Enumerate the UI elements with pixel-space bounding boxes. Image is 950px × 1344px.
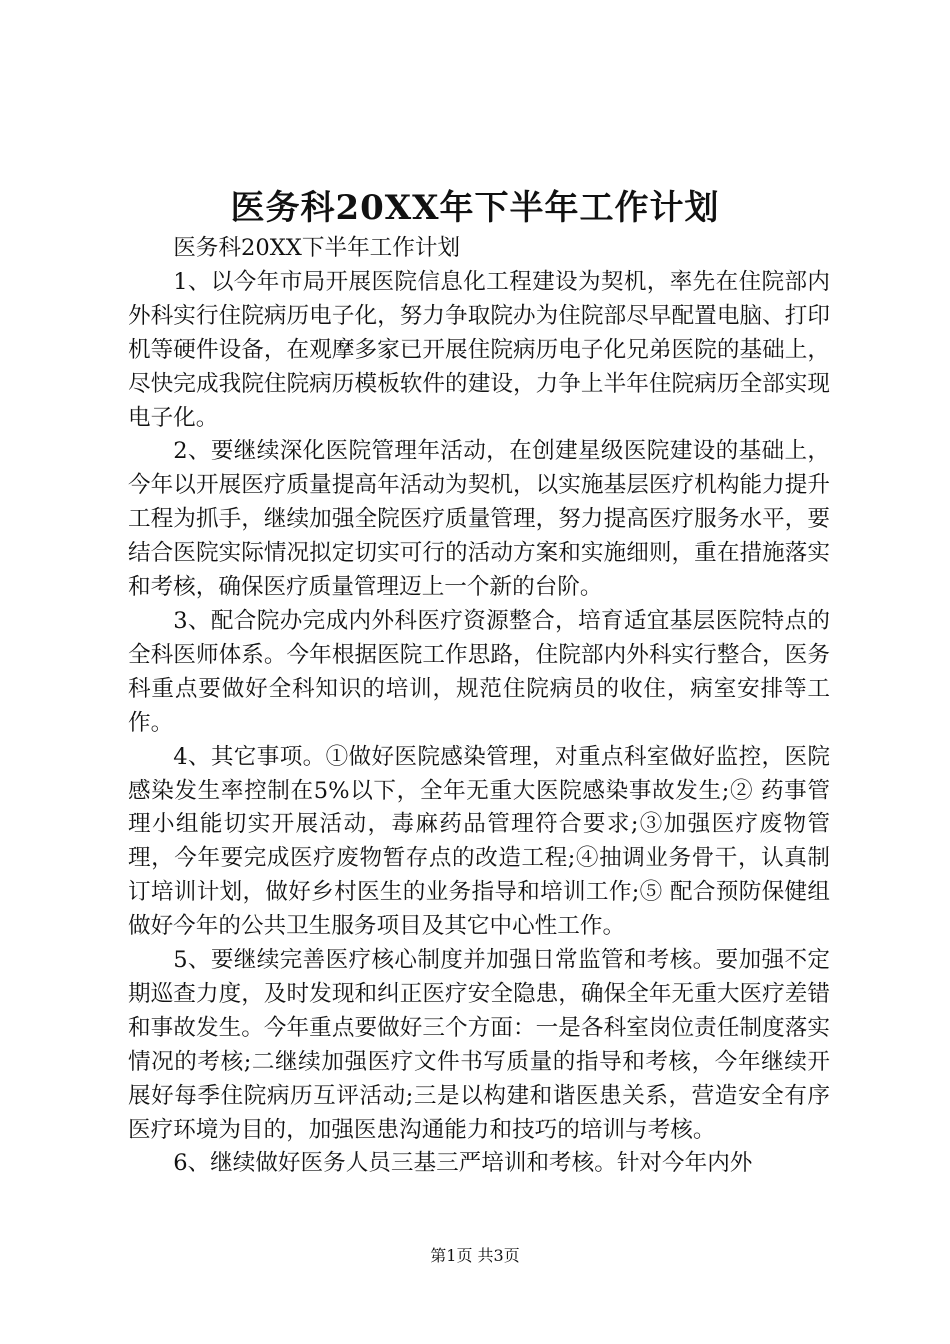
paragraph-6: 6、继续做好医务人员三基三严培训和考核。针对今年内外	[173, 1150, 753, 1177]
document-title: 医务科20XX年下半年工作计划	[230, 188, 720, 228]
page-footer: 第1页 共3页	[430, 1246, 520, 1265]
paragraph-3: 3、配合院办完成内外科医疗资源整合，培育适宜基层医院特点的全科医师体系。今年根据医院工作思路，住院部内外科实行整合，医务科重点要做好全科知识的培训，规范住院病员的收住，病室安排等工作。	[128, 607, 830, 736]
paragraph-5: 5、要继续完善医疗核心制度并加强日常监管和考核。要加强不定期巡查力度，及时发现和纠正医疗安全隐患，确保全年无重大医疗差错和事故发生。今年重点要做好三个方面：一是各科室岗位责任制度落实情况的考核;二继续加强医疗文件书写质量的指导和考核，今年继续开展好每季住院病历互评活动;三是以构建和谐医患关系，营造安全有序医疗环境为目的，加强医患沟通能力和技巧的培训与考核。	[128, 947, 830, 1143]
subtitle-line: 医务科20XX下半年工作计划	[173, 235, 461, 261]
paragraph-4: 4、其它事项。①做好医院感染管理，对重点科室做好监控，医院感染发生率控制在5%以下，全年无重大医院感染事故发生;② 药事管理小组能切实开展活动，毒麻药品管理符合要求;③加强医疗废物管理，今年要完成医疗废物暂存点的改造工程;④抽调业务骨干，认真制订培训计划，做好乡村医生的业务指导和培训工作;⑤ 配合预防保健组做好今年的公共卫生服务项目及其它中心性工作。	[128, 743, 830, 940]
paragraph-1: 1、以今年市局开展医院信息化工程建设为契机，率先在住院部内外科实行住院病历电子化，努力争取院办为住院部尽早配置电脑、打印机等硬件设备，在观摩多家已开展住院病历电子化兄弟医院的基础上，尽快完成我院住院病历模板软件的建设，力争上半年住院病历全部实现电子化。	[128, 268, 830, 431]
document-body	[128, 232, 830, 1181]
paragraph-2: 2、要继续深化医院管理年活动，在创建星级医院建设的基础上，今年以开展医疗质量提高年活动为契机，以实施基层医疗机构能力提升工程为抓手，继续加强全院医疗质量管理，努力提高医疗服务水平，要结合医院实际情况拟定切实可行的活动方案和实施细则，重在措施落实和考核，确保医疗质量管理迈上一个新的台阶。	[128, 438, 830, 601]
